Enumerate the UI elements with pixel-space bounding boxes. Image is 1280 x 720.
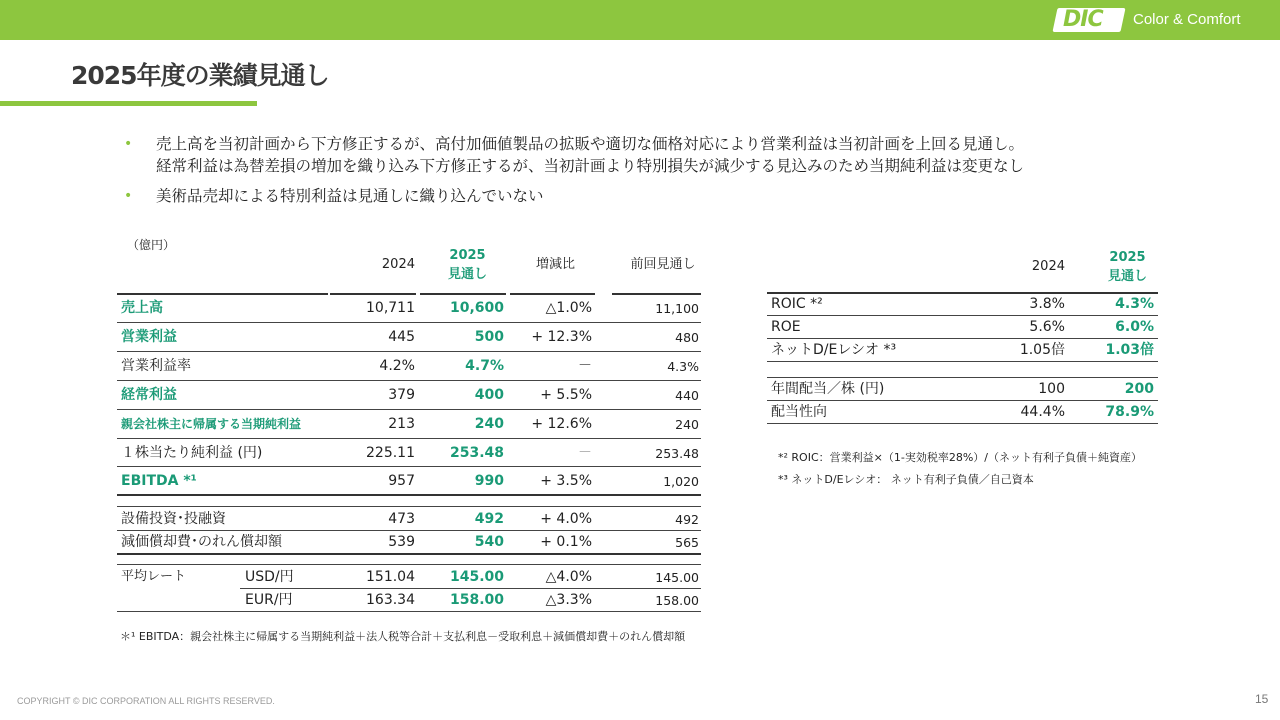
- cell-change: △4.0%: [545, 569, 592, 585]
- row-divider: [117, 322, 701, 323]
- cell-previous: 565: [675, 535, 699, 550]
- right-row-label-payout: 配当性向: [771, 404, 827, 420]
- right-header-2025: 2025 見通し: [1107, 250, 1147, 284]
- cell-change: + 12.3%: [531, 329, 592, 345]
- copyright: COPYRIGHT © DIC CORPORATION ALL RIGHTS RESERVED.: [17, 696, 275, 706]
- cell-previous: 145.00: [655, 570, 699, 585]
- row-divider: [117, 506, 701, 507]
- right-cell-2024: 5.6%: [1029, 319, 1065, 335]
- right-row-label-roe: ROE: [771, 319, 801, 335]
- cell-previous: 492: [675, 512, 699, 527]
- cell-2025: 145.00: [449, 569, 504, 585]
- footnote-roic: *² ROIC：営業利益×（1-実効税率28%）/（ネット有利子負債＋純資産）: [778, 451, 1142, 464]
- row-label-ordinary-profit: 経常利益: [121, 387, 177, 403]
- right-cell-2024: 44.4%: [1020, 404, 1065, 420]
- cell-2024: 151.04: [366, 569, 415, 585]
- dic-logo-text: DIC: [1063, 7, 1103, 32]
- header-2025: 2025 見通し: [447, 248, 487, 282]
- cell-2024: 213: [388, 416, 415, 432]
- row-sublabel-usd: USD/円: [245, 569, 294, 585]
- cell-change: △3.3%: [545, 592, 592, 608]
- brand-tagline: Color & Comfort: [1133, 11, 1241, 28]
- right-row-divider: [767, 338, 1158, 339]
- page-title: 2025年度の業績見通し: [71, 61, 329, 90]
- row-label-sales: 売上高: [121, 300, 163, 316]
- right-row-divider: [767, 377, 1158, 378]
- cell-previous: 253.48: [655, 446, 699, 461]
- row-sublabel-eur: EUR/円: [245, 592, 293, 608]
- right-row-label-de-ratio: ネットD/Eレシオ *³: [771, 342, 897, 358]
- cell-previous: 11,100: [655, 301, 699, 316]
- bullet-dot-icon: •: [124, 136, 133, 152]
- cell-change: + 0.1%: [540, 534, 592, 550]
- cell-change: －: [578, 358, 592, 374]
- cell-2025: 240: [474, 416, 504, 432]
- table-rule: [420, 293, 506, 295]
- table-rule: [117, 293, 328, 295]
- cell-2025: 990: [474, 473, 504, 489]
- cell-2024: 163.34: [366, 592, 415, 608]
- right-header-2024: 2024: [1031, 259, 1065, 274]
- footnote-ebitda: ＊¹ EBITDA：親会社株主に帰属する当期純利益＋法人税等合計＋支払利息－受取利息＋減価償却費＋のれん償却額: [120, 630, 686, 643]
- right-cell-2024: 1.05倍: [1019, 342, 1065, 358]
- cell-2025: 158.00: [449, 592, 504, 608]
- right-cell-2024: 3.8%: [1029, 296, 1065, 312]
- row-divider: [117, 466, 701, 467]
- right-row-label-dividend: 年間配当／株 (円): [771, 381, 885, 397]
- page-number: 15: [1255, 692, 1269, 706]
- cell-2024: 10,711: [366, 300, 415, 316]
- row-label-operating-margin: 営業利益率: [121, 358, 191, 374]
- table-rule: [330, 293, 416, 295]
- table-rule: [612, 293, 701, 295]
- right-cell-2025: 4.3%: [1115, 296, 1154, 312]
- right-cell-2025: 1.03倍: [1105, 342, 1154, 358]
- cell-2025: 492: [474, 511, 504, 527]
- cell-change: △1.0%: [545, 300, 592, 316]
- cell-2024: 539: [388, 534, 415, 550]
- footnote-de-ratio: *³ ネットD/Eレシオ： ネット有利子負債／自己資本: [778, 473, 1034, 486]
- cell-2025: 10,600: [449, 300, 504, 316]
- right-cell-2025: 6.0%: [1115, 319, 1154, 335]
- right-cell-2024: 100: [1038, 381, 1065, 397]
- title-underline: [0, 101, 257, 106]
- row-divider: [117, 351, 701, 352]
- row-divider: [117, 611, 701, 612]
- row-divider: [117, 553, 701, 555]
- cell-2025: 253.48: [449, 445, 504, 461]
- row-divider: [117, 530, 701, 531]
- cell-previous: 480: [675, 330, 699, 345]
- unit-label: （億円）: [127, 238, 176, 252]
- cell-2025: 540: [474, 534, 504, 550]
- right-row-divider: [767, 423, 1158, 424]
- row-divider: [117, 409, 701, 410]
- cell-2024: 445: [388, 329, 415, 345]
- cell-change: + 5.5%: [540, 387, 592, 403]
- cell-2024: 4.2%: [379, 358, 415, 374]
- row-label-average-rate: 平均レート: [121, 569, 187, 584]
- cell-change: + 3.5%: [540, 473, 592, 489]
- row-divider: [117, 564, 701, 565]
- right-row-divider: [767, 400, 1158, 401]
- header-previous: 前回見通し: [630, 257, 696, 272]
- row-label-ebitda: EBITDA *¹: [121, 473, 197, 489]
- row-label-depreciation: 減価償却費･のれん償却額: [121, 534, 282, 550]
- cell-previous: 4.3%: [667, 359, 699, 374]
- header-change: 増減比: [535, 257, 575, 272]
- cell-previous: 240: [675, 417, 699, 432]
- right-row-divider: [767, 315, 1158, 316]
- row-divider: [240, 588, 701, 589]
- cell-2024: 225.11: [366, 445, 415, 461]
- cell-2024: 379: [388, 387, 415, 403]
- row-label-net-income: 親会社株主に帰属する当期純利益: [121, 417, 302, 431]
- header-2024: 2024: [381, 257, 415, 272]
- right-cell-2025: 200: [1124, 381, 1154, 397]
- row-divider: [117, 380, 701, 381]
- cell-2025: 500: [474, 329, 504, 345]
- row-divider: [117, 494, 701, 496]
- cell-2024: 473: [388, 511, 415, 527]
- cell-change: + 4.0%: [540, 511, 592, 527]
- cell-previous: 158.00: [655, 593, 699, 608]
- cell-previous: 1,020: [663, 474, 699, 489]
- row-label-eps: １株当たり純利益 (円): [121, 445, 263, 461]
- right-row-label-roic: ROIC *²: [771, 296, 823, 312]
- cell-2024: 957: [388, 473, 415, 489]
- cell-change: + 12.6%: [531, 416, 592, 432]
- right-cell-2025: 78.9%: [1105, 404, 1154, 420]
- cell-previous: 440: [675, 388, 699, 403]
- bullet-dot-icon: •: [124, 188, 133, 204]
- row-divider: [117, 438, 701, 439]
- cell-2025: 400: [474, 387, 504, 403]
- row-label-operating-profit: 営業利益: [121, 329, 177, 345]
- row-label-capex: 設備投資･投融資: [121, 511, 226, 527]
- cell-change: －: [578, 445, 592, 461]
- table-rule: [510, 293, 595, 295]
- cell-2025: 4.7%: [465, 358, 504, 374]
- right-row-divider: [767, 361, 1158, 362]
